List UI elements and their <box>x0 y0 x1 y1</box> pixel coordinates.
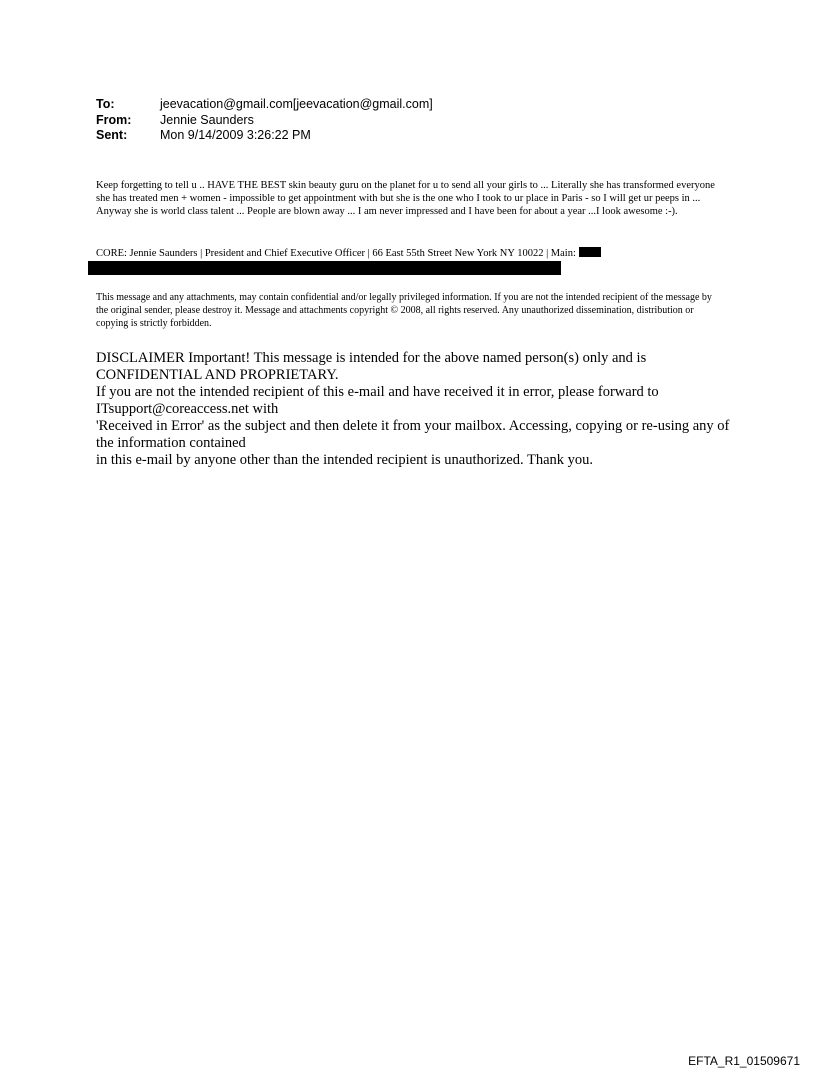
sent-row <box>96 128 433 144</box>
to-label: To: <box>96 97 115 111</box>
redaction-bar <box>88 261 561 275</box>
email-header <box>96 97 433 144</box>
sent-label: Sent: <box>96 128 128 142</box>
to-value: jeevacation@gmail.com[jeevacation@gmail.com] <box>160 97 433 111</box>
from-label: From: <box>96 112 132 127</box>
signature-line <box>96 247 601 260</box>
confidential-notice: This message and any attachments, may contain confidential and/or legally privileged information. If you are not the intended recipient of the message by the original sender, please destroy it. Message and attachments copyright © 2008, all rights reserved. Any unauthorized dissemination, distribution or copying is strictly forbidden. <box>96 292 712 329</box>
disclaimer-line-4: in this e-mail by anyone other than the intended recipient is unauthorized. Thank you. <box>96 452 594 468</box>
disclaimer-line-1: DISCLAIMER Important! This message is intended for the above named person(s) only and is CONFIDENTIAL AND PROPRIETARY. <box>96 350 647 383</box>
disclaimer-block <box>96 350 736 469</box>
message-body: Keep forgetting to tell u .. HAVE THE BEST skin beauty guru on the planet for u to send all your girls to ... Literally she has transformed everyone she has treated men + women - impossible to get appointment with but she is the one who I took to ur place in Paris - so I will get ur peeps in ... Anyway she is world class talent ... People are blown away ... I am never impressed and I have been for about a year ...I look awesome :-). <box>96 180 715 217</box>
document-id: EFTA_R1_01509671 <box>688 1054 800 1068</box>
signature-text: CORE: Jennie Saunders | President and Chief Executive Officer | 66 East 55th Street New York NY 10022 | Main: <box>96 248 576 259</box>
from-value: Jennie Saunders <box>160 112 254 127</box>
redaction-box <box>579 247 601 257</box>
to-row <box>96 97 433 113</box>
from-row <box>96 113 433 129</box>
sent-value: Mon 9/14/2009 3:26:22 PM <box>160 128 311 142</box>
disclaimer-line-2: If you are not the intended recipient of this e-mail and have received it in error, please forward to ITsupport@coreaccess.net with <box>96 384 659 417</box>
disclaimer-line-3: 'Received in Error' as the subject and then delete it from your mailbox. Accessing, copying or re-using any of the information contained <box>96 418 730 451</box>
